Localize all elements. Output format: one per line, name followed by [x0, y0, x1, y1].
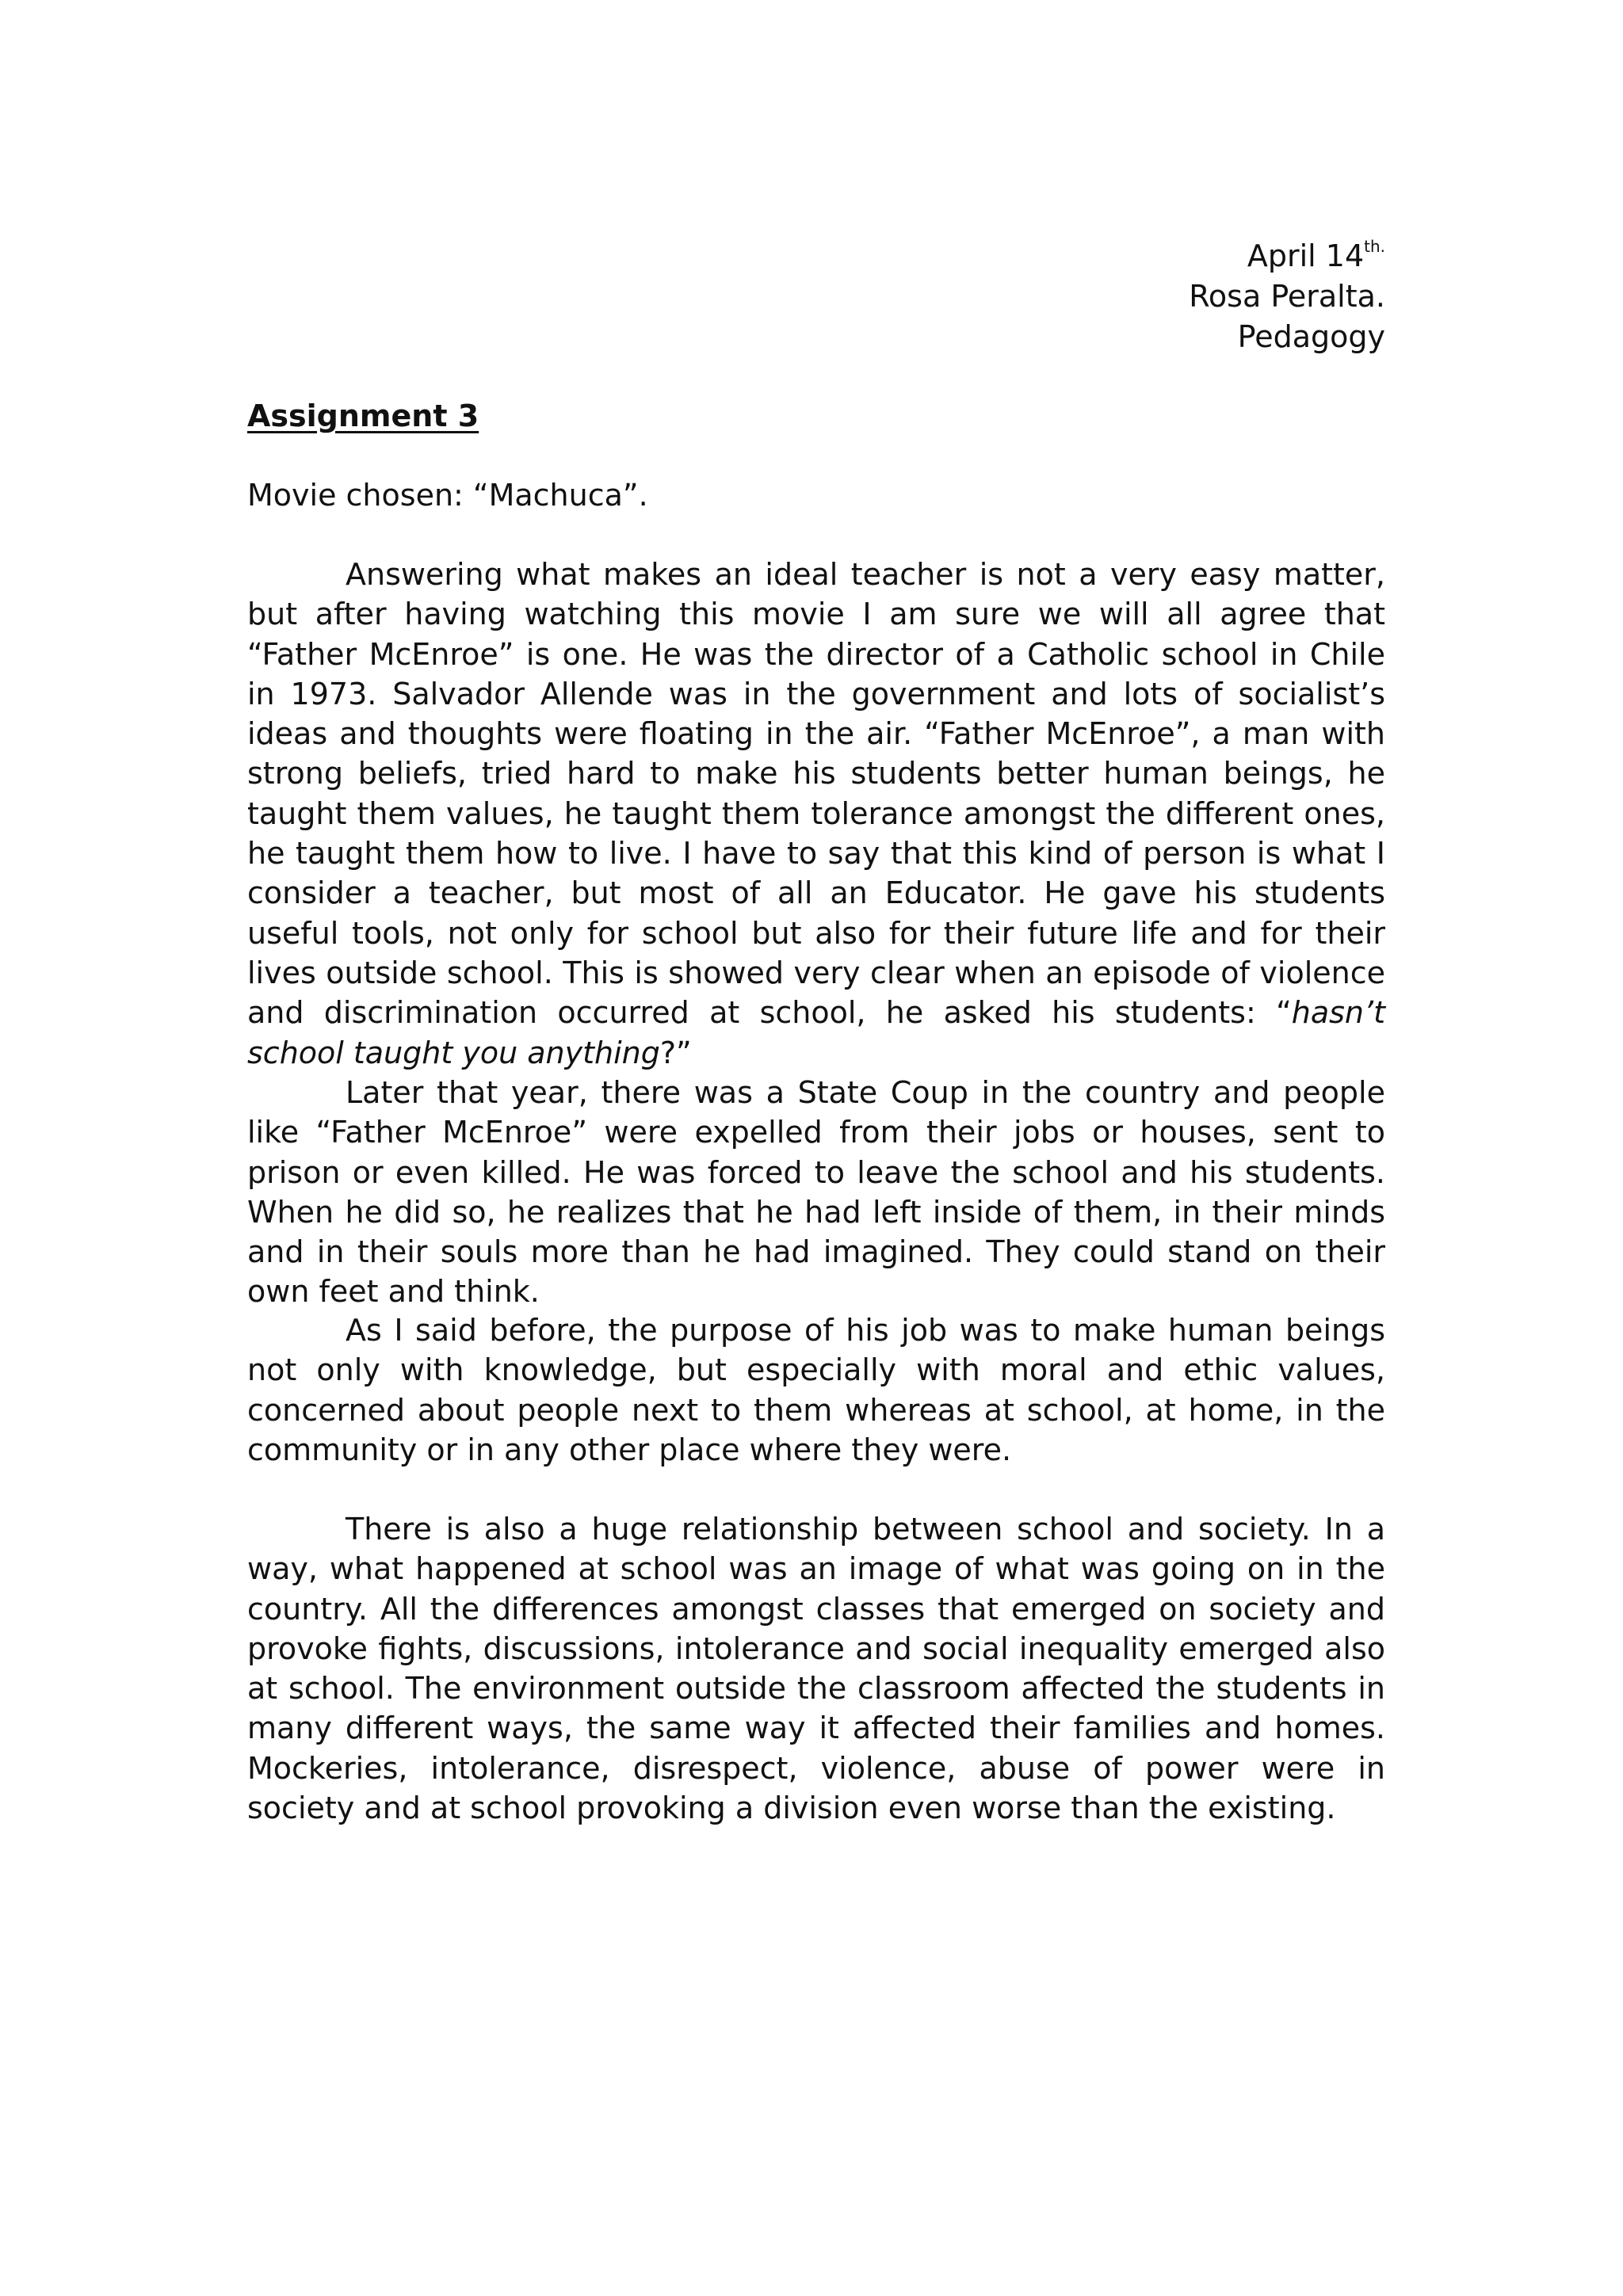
- movie-chosen-line: Movie chosen: “Machuca”.: [247, 478, 648, 513]
- assignment-title: Assignment 3: [247, 399, 479, 433]
- document-header: [951, 236, 1385, 357]
- paragraph-3: As I said before, the purpose of his job was to make human beings not only with knowledge, but especially with moral and ethic values, concerned about people next to them whereas at school, at home, in the community or in any other place where they were.: [247, 1313, 1385, 1467]
- author-name: Rosa Peralta.: [1189, 279, 1385, 314]
- date-line: [951, 236, 1385, 277]
- date-superscript: th.: [1364, 237, 1385, 257]
- paragraph-1-quote-end: ?”: [659, 1035, 692, 1070]
- date-text: April 14: [1247, 238, 1365, 273]
- paragraph-1-quote: hasn’t school taught you anything: [247, 995, 1385, 1070]
- subject-name: Pedagogy: [1237, 319, 1385, 354]
- paragraph-4: There is also a huge relationship between school and society. In a way, what happened at school was an image of what was going on in the country. All the differences amongst classes that emerged on society and provoke fights, discussions, intolerance and social inequality emerged also at school. The environment outside the classroom affected the students in many different ways, the same way it affected their families and homes. Mockeries, intolerance, disrespect, violence, abuse of power were in society and at school provoking a division even worse than the existing.: [247, 1512, 1385, 1826]
- paragraph-1-text: Answering what makes an ideal teacher is not a very easy matter, but after having watching this movie I am sure we will all agree that “Father McEnroe” is one. He was the director of a Catholic school in Chile in 1973. Salvador Allende was in the government and lots of socialist’s ideas and thoughts were floating in the air. “Father McEnroe”, a man with strong beliefs, tried hard to make his students better human beings, he taught them values, he taught them tolerance amongst the different ones, he taught them how to live. I have to say that this kind of person is what I consider a teacher, but most of all an Educator. He gave his students useful tools, not only for school but also for their future life and for their lives outside school. This is showed very clear when an episode of violence and discrimination occurred at school, he asked his students: “: [247, 557, 1385, 1031]
- paragraph-2: Later that year, there was a State Coup in the country and people like “Father McEnroe” were expelled from their jobs or houses, sent to prison or even killed. He was forced to leave the school and his students. When he did so, he realizes that he had left inside of them, in their minds and in their souls more than he had imagined. They could stand on their own feet and think.: [247, 1075, 1385, 1310]
- paragraph-1: [247, 555, 1385, 1073]
